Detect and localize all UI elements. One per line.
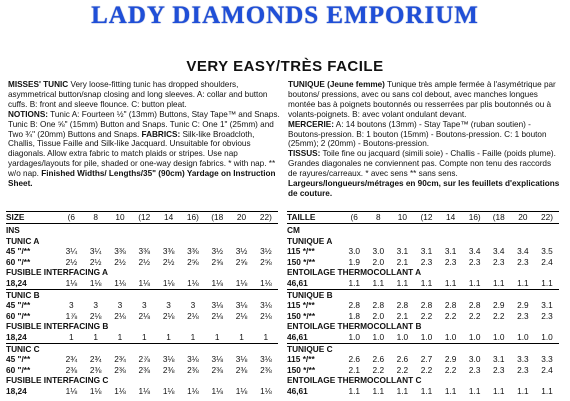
row-label: TUNIC B [6,289,40,300]
finished-note-fr: Largeurs/longueurs/métrages en 90cm, sur les feuillets d'explications de couture. [288,179,560,198]
table-cell: 1.1 [541,385,553,396]
row-label: 150 */** [287,256,316,267]
table-cell: 3½ [211,246,223,257]
table-cell: 3 [141,300,147,311]
table-cell: 3⅜ [162,246,175,257]
table-cell: 1 [141,331,147,342]
table-cell: 1⅛ [187,385,199,396]
table-cell: 2.3 [517,256,529,267]
table-cell: 3⅛ [162,354,175,365]
table-cell: 1.1 [444,385,457,396]
table-cell: 2.2 [372,364,385,375]
table-row [6,246,278,257]
table-cell: 1⅛ [162,277,175,288]
header-size: 8 [376,212,381,222]
table-section-heading [6,267,278,278]
mercerie-body: A: 14 boutons (13mm) - Stay Tape™ (ruban soutien) - Boutons-pression. B: 1 bouton (15mm) - Boutons-pression. C: 1 bouton (25mm); 2 (20mm) - Boutons-pression. [288,119,547,149]
row-label: TUNIC A [6,235,40,246]
table-section-heading [287,375,559,386]
description-body: Very loose-fitting tunic has dropped shoulders, asymmetrical button/snap closing and long sleeves. A: collar and button cuffs. B: front and sleeve flounce. C: button pleat. [8,80,268,109]
table-cell: 2.3 [444,256,457,267]
table-row [6,311,278,322]
table-cell: 1.1 [444,277,457,288]
table-row [6,332,278,344]
table-cell: 2.3 [493,256,505,267]
table-section-heading [287,321,559,332]
table-cell: 1.0 [468,331,481,342]
table-cell: 2.7 [420,354,433,365]
table-cell: 1.1 [348,385,360,396]
table-cell: 1.1 [468,277,481,288]
header-size: 10 [397,212,408,222]
table-cell: 2.0 [372,256,385,267]
table-cell: 2.2 [420,310,433,321]
description-title: MISSES' TUNIC [8,80,69,89]
table-cell: 2.8 [420,300,433,311]
table-cell: 2⅜ [89,364,102,375]
table-header [6,211,278,224]
table-cell: 1⅛ [138,385,151,396]
table-cell: 1⅛ [260,385,272,396]
table-cell: 2.9 [444,354,457,365]
table-cell: 2.3 [493,364,505,375]
table-cell: 1.9 [348,256,360,267]
table-cell: 1.1 [468,385,481,396]
table-cell: 1.1 [372,385,385,396]
table-cell: 3.5 [541,246,553,257]
notions-body: Tunic A: Fourteen ½" (13mm) Buttons, Stay Tape™ and Snaps. Tunic B: One ⅝" (15mm) Button and Snaps. Tunic C: One 1" (25mm) and Two ¾" (20mm) Buttons and Snaps. [8,109,280,139]
table-cell: 2⅞ [138,354,151,365]
table-cell: 2⅛ [187,310,199,321]
table-cell: 2⅜ [235,364,248,375]
table-section-heading [6,225,278,236]
table-cell: 1⅛ [235,385,248,396]
table-header [287,211,559,224]
table-cell: 3¼ [89,246,102,257]
table-cell: 2.6 [348,354,360,365]
table-cell: 2.2 [444,310,457,321]
header-size: (12 [420,212,433,222]
row-label: ENTOILAGE THERMOCOLLANT A [287,267,422,278]
row-label: TUNIQUE C [287,343,333,354]
finished-note: Finished Widths/ Lengths/35" (90cm) Yardage on Instruction Sheet. [8,169,276,189]
row-label: 46,61 [287,277,308,288]
difficulty-heading: VERY EASY/TRÈS FACILE [186,58,384,75]
table-cell: 1⅛ [65,277,78,288]
row-label: 150 */** [287,310,316,321]
table-section-heading [287,236,559,247]
table-row [287,386,559,397]
brand-title: LADY DIAMONDS EMPORIUM [91,2,479,29]
table-cell: 1⅛ [187,277,199,288]
table-row [6,278,278,290]
table-cell: 2⅛ [260,310,272,321]
table-cell: 3⅜ [114,246,126,257]
row-label: 115 */** [287,354,315,365]
table-cell: 2⅜ [187,364,199,375]
row-label: TUNIC C [6,343,40,354]
row-label: FUSIBLE INTERFACING B [6,321,109,332]
table-cell: 2⅜ [138,364,151,375]
header-label: SIZE [6,212,25,222]
table-cell: 2.8 [372,300,385,311]
table-cell: 1⅛ [162,385,175,396]
table-cell: 1.0 [541,331,553,342]
table-cell: 1⅛ [260,277,272,288]
table-cell: 3 [166,300,171,311]
table-row [6,300,278,311]
table-row [287,332,559,344]
table-cell: 2.2 [444,364,457,375]
table-cell: 3⅛ [187,354,199,365]
table-cell: 1 [117,331,123,342]
table-cell: 1⅛ [89,277,102,288]
table-row [287,278,559,290]
table-section-heading [6,290,278,301]
notions-paragraph [8,110,280,189]
notions-title: NOTIONS: [8,109,49,119]
table-cell: 1.1 [396,385,409,396]
table-cell: 3.1 [493,354,505,365]
table-cell: 3 [117,300,123,311]
table-cell: 3⅜ [138,246,151,257]
table-section-heading [287,225,559,236]
french-description [288,80,560,199]
table-cell: 2⅛ [211,310,223,321]
table-cell: 1.1 [372,277,385,288]
table-cell: 3¼ [65,246,78,257]
table-cell: 2⅛ [138,310,151,321]
table-cell: 1⅛ [138,277,151,288]
row-label: CM [287,225,300,235]
table-cell: 2⅜ [114,364,126,375]
description-title-fr: TUNIQUE (Jeune femme) [288,80,385,89]
table-cell: 3.1 [420,246,433,257]
table-cell: 3.4 [468,246,481,257]
header-size: (18 [492,212,505,222]
table-cell: 1.0 [517,331,529,342]
row-label: 45 "/** [6,354,31,365]
table-cell: 1.0 [348,331,360,342]
table-cell: 2½ [114,256,126,267]
table-cell: 2½ [162,256,175,267]
table-cell: 2.3 [517,310,529,321]
table-cell: 2¾ [114,354,126,365]
table-cell: 3⅛ [211,300,223,311]
header-size: (6 [67,212,76,222]
table-cell: 1.8 [348,310,360,321]
table-cell: 3.4 [517,246,529,257]
table-cell: 2.4 [541,256,553,267]
table-cell: 3⅛ [260,354,272,365]
table-cell: 2.4 [541,364,553,375]
table-cell: 1.1 [517,277,529,288]
table-cell: 1⅛ [89,385,102,396]
header-size: (18 [211,212,224,222]
table-section-heading [287,344,559,355]
table-cell: 2.3 [517,364,529,375]
header-size: 16) [186,212,199,222]
fabrics-body: Silk-like Broadcloth, Challis, Tissue Faille and Silk-like Jacquard. Unsuitable for obvious diagonals. Allow extra fabric to match plaids or stripes. Use nap yardages/layouts for pile, shaded or one-way design fabrics. * with nap. ** w/o nap. [8,129,276,179]
table-row [6,386,278,397]
row-label: 60 "/** [6,256,31,267]
table-cell: 2.1 [396,310,409,321]
row-label: 60 "/** [6,364,31,375]
header-size: 20 [518,212,528,222]
table-cell: 3.1 [444,246,457,257]
row-label: 60 "/** [6,310,31,321]
table-cell: 3 [69,300,74,311]
table-section-heading [6,375,278,386]
table-cell: 2⅛ [235,310,248,321]
description-body-fr: Tunique très ample fermée à l'asymétrique par boutons/ pressions, avec ou sans col debout, avec manches longues montée bas à poignets boutonnés ou resserrées par plis boutonnés ou à volants-poignets. B: avec volant ondulant devant. [288,80,556,119]
table-cell: 1.1 [348,277,360,288]
row-label: TUNIQUE A [287,235,333,246]
fabrics-title: FABRICS: [141,129,181,139]
table-cell: 2.8 [348,300,360,311]
header-size: (12 [138,212,151,222]
table-cell: 1.1 [420,277,433,288]
table-cell: 1.1 [420,385,433,396]
table-cell: 2½ [89,256,102,267]
table-cell: 2⅜ [162,364,175,375]
table-cell: 3⅜ [187,246,199,257]
row-label: 115 */** [287,246,315,257]
header-size: 8 [93,212,98,222]
table-section-heading [6,321,278,332]
table-cell: 1⅛ [114,385,126,396]
table-row [6,365,278,376]
row-label: INS [6,225,20,235]
table-cell: 1⅛ [235,277,248,288]
row-label: 46,61 [287,331,308,342]
header-size: 16) [468,212,481,222]
table-cell: 1 [166,331,171,342]
table-cell: 1 [214,331,220,342]
table-cell: 1 [69,331,74,342]
yardage-table-french [287,211,559,397]
row-label: FUSIBLE INTERFACING C [6,375,109,386]
table-cell: 3⅛ [235,300,248,311]
table-cell: 2⅝ [235,256,248,267]
table-cell: 2.8 [396,300,409,311]
table-row [287,311,559,322]
table-cell: 3 [93,300,98,311]
header-size: (6 [350,212,358,222]
table-cell: 1.1 [517,385,529,396]
row-label: 18,24 [6,277,27,288]
table-row [6,257,278,268]
table-cell: 2.9 [517,300,529,311]
table-cell: 2.0 [372,310,385,321]
table-cell: 2⅝ [260,256,272,267]
tissus-body: Toile fine ou jacquard (simili soie) - Challis - Faille (poids plume). Grandes diagonales ne conviennent pas. Compte non tenu des raccords de rayures/carreaux. * avec sens ** sans sens. [288,149,556,179]
table-cell: 2⅜ [65,364,78,375]
table-cell: 2.2 [396,364,409,375]
table-cell: 1⅞ [65,310,78,321]
table-cell: 2.1 [348,364,360,375]
table-cell: 1.1 [493,277,505,288]
table-cell: 1.0 [493,331,505,342]
table-cell: 3.1 [541,300,553,311]
table-cell: 1.1 [396,277,409,288]
table-cell: 3.0 [348,246,360,257]
row-label: TUNIQUE B [287,289,333,300]
table-row [6,354,278,365]
table-cell: 1⅛ [65,385,78,396]
table-row [287,365,559,376]
table-section-heading [287,267,559,278]
row-label: 45 "/** [6,246,31,257]
table-cell: 2½ [65,256,78,267]
table-cell: 2½ [138,256,151,267]
table-cell: 2⅜ [211,364,223,375]
table-cell: 3⅛ [235,354,248,365]
table-section-heading [6,236,278,247]
header-size: 14 [445,212,456,222]
table-cell: 2.1 [396,256,409,267]
header-size: 10 [115,212,125,222]
table-cell: 1.0 [444,331,457,342]
table-cell: 1.0 [396,331,409,342]
table-cell: 2¾ [65,354,78,365]
table-cell: 2.8 [444,300,457,311]
table-cell: 1.0 [372,331,385,342]
table-row [287,300,559,311]
table-cell: 3⅛ [211,354,223,365]
table-cell: 2⅛ [114,310,126,321]
table-cell: 3.3 [517,354,529,365]
yardage-table-english [6,211,278,397]
row-label: 150 */** [287,364,316,375]
row-label: 115 */** [287,300,315,311]
table-cell: 3½ [235,246,248,257]
table-cell: 2.6 [396,354,409,365]
english-description [8,80,280,189]
header-size: 20 [236,212,247,222]
table-cell: 2⅝ [211,256,223,267]
table-cell: 2⅛ [162,310,175,321]
table-cell: 2.8 [468,300,481,311]
table-cell: 2.3 [468,364,481,375]
table-cell: 1.1 [541,277,553,288]
table-row [287,246,559,257]
header-size: 22) [540,212,553,222]
table-cell: 2.3 [468,256,481,267]
row-label: ENTOILAGE THERMOCOLLANT B [287,321,422,332]
table-cell: 2⅜ [260,364,272,375]
table-row [287,257,559,268]
table-section-heading [287,290,559,301]
table-cell: 1 [263,331,269,342]
table-cell: 1⅛ [211,385,223,396]
row-label: 18,24 [6,385,27,396]
header-size: 14 [163,212,174,222]
table-cell: 1.1 [493,385,505,396]
table-cell: 2⅛ [89,310,102,321]
row-label: ENTOILAGE THERMOCOLLANT C [287,375,422,386]
row-label: 45 "/** [6,300,31,311]
table-cell: 1 [93,331,98,342]
tunique-description [288,80,560,120]
mercerie-paragraph [288,120,560,150]
mercerie-title: MERCERIE: [288,119,334,129]
table-cell: 2.9 [493,300,505,311]
table-cell: 3.0 [372,246,385,257]
table-cell: 2.2 [493,310,505,321]
table-cell: 1⅛ [114,277,126,288]
tunic-description [8,80,280,110]
row-label: 18,24 [6,331,27,342]
table-cell: 3.0 [468,354,481,365]
tissus-paragraph [288,149,560,199]
table-cell: 3.1 [396,246,409,257]
header-size: 22) [259,212,272,222]
row-label: 46,61 [287,385,308,396]
table-row [287,354,559,365]
table-cell: 2.2 [468,310,481,321]
table-cell: 1⅛ [211,277,223,288]
tissus-title: TISSUS: [288,149,321,159]
table-cell: 1 [190,331,196,342]
table-cell: 3 [190,300,196,311]
table-cell: 1 [239,331,244,342]
row-label: FUSIBLE INTERFACING A [6,267,109,278]
table-cell: 2.3 [541,310,553,321]
table-cell: 3½ [260,246,272,257]
table-cell: 3⅛ [260,300,272,311]
table-cell: 2.6 [372,354,385,365]
table-cell: 3.4 [493,246,505,257]
table-cell: 1.0 [420,331,433,342]
table-cell: 3.3 [541,354,553,365]
header-label: TAILLE [287,212,316,222]
table-cell: 2¾ [89,354,102,365]
table-section-heading [6,344,278,355]
table-cell: 2⅝ [187,256,199,267]
table-cell: 2.3 [420,256,433,267]
table-cell: 2.2 [420,364,433,375]
